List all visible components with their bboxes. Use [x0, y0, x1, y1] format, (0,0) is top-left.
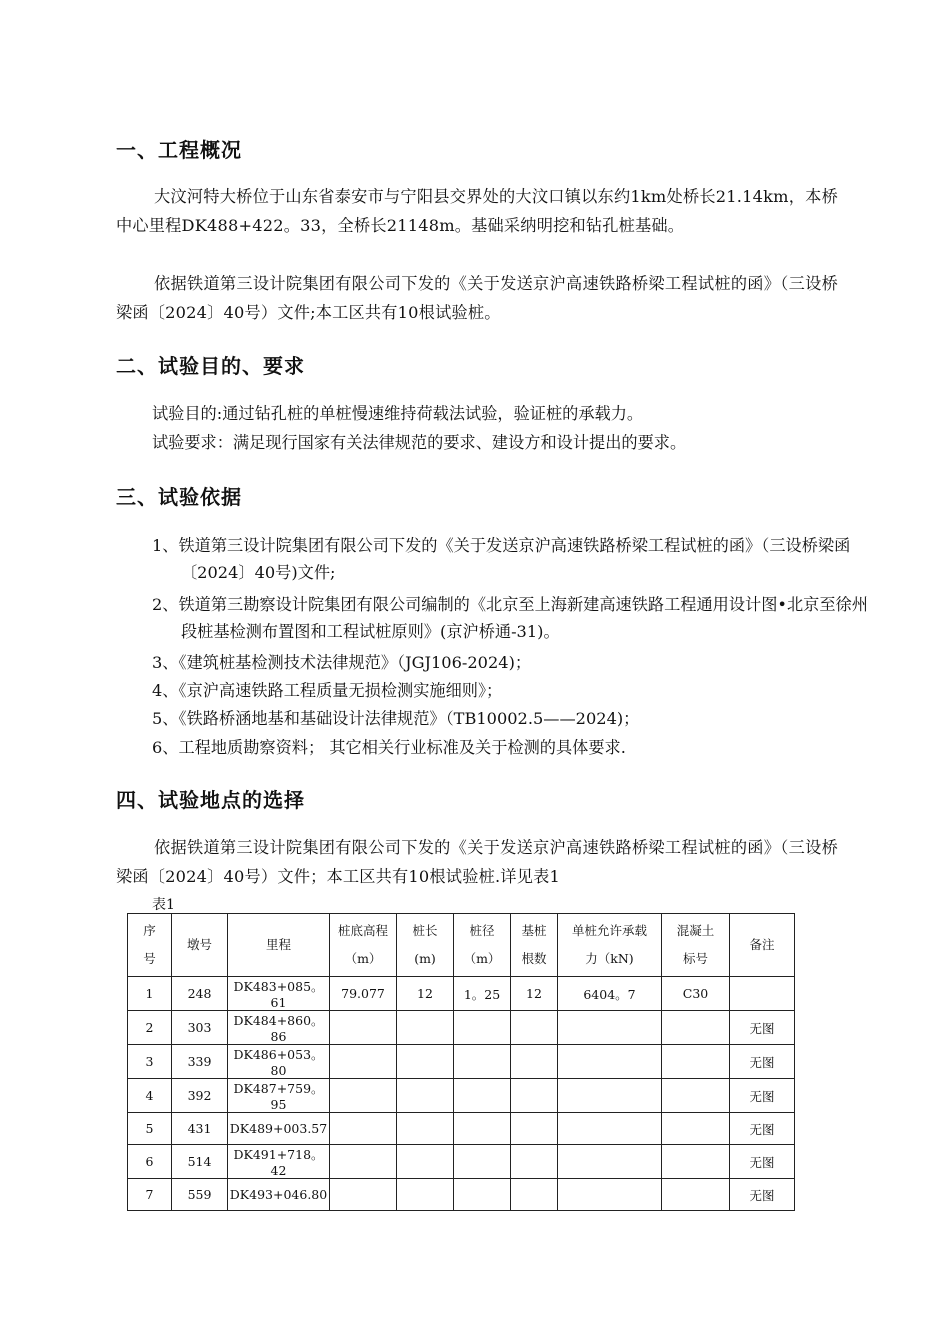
overview-paragraph-1: 大汶河特大桥位于山东省泰安市与宁阳县交界处的大汶口镇以东约1km处桥长21.14km，本桥中心里程DK488+422。33，全桥长21148m。基础采纳明挖和钻孔桩基础。 [116, 187, 838, 235]
table-cell [662, 1113, 730, 1145]
table-cell: DK483+085。61 [228, 977, 330, 1011]
table-row [128, 1179, 795, 1211]
table-cell [558, 1145, 662, 1179]
table-cell: 6404。7 [558, 977, 662, 1011]
table-cell [397, 1145, 454, 1179]
table-cell: 248 [172, 977, 228, 1011]
section-heading-basis: 三、试验依据 [116, 485, 242, 509]
table-cell [730, 977, 795, 1011]
table-cell: 339 [172, 1045, 228, 1079]
header-mileage: 里程 [228, 914, 330, 977]
table-cell [511, 1079, 558, 1113]
table-cell: 559 [172, 1179, 228, 1211]
header-pile-length: 桩长 (m) [397, 914, 454, 977]
table-cell [662, 1079, 730, 1113]
table-cell: 392 [172, 1079, 228, 1113]
table-cell [330, 1045, 397, 1079]
table-cell [330, 1079, 397, 1113]
table-cell: DK489+003.57 [228, 1113, 330, 1145]
table-cell [511, 1145, 558, 1179]
table-cell [330, 1179, 397, 1211]
table-cell [397, 1113, 454, 1145]
section-heading-overview: 一、工程概况 [116, 138, 242, 162]
table-cell: 79.077 [330, 977, 397, 1011]
header-remarks: 备注 [730, 914, 795, 977]
table-cell [558, 1179, 662, 1211]
basis-item-1: 1、铁道第三设计院集团有限公司下发的《关于发送京沪高速铁路桥梁工程试桩的函》（三设桥梁函〔2024〕40号)文件; [152, 536, 851, 582]
table-cell [511, 1045, 558, 1079]
basis-item-6: 6、工程地质勘察资料； 其它相关行业标准及关于检测的具体要求. [152, 738, 626, 757]
table-cell: 514 [172, 1145, 228, 1179]
table-cell [454, 1011, 511, 1045]
table-row [128, 1145, 795, 1179]
table-cell: 5 [128, 1113, 172, 1145]
header-seq: 序 号 [128, 914, 172, 977]
table-cell: 12 [511, 977, 558, 1011]
basis-item-2: 2、铁道第三勘察设计院集团有限公司编制的《北京至上海新建高速铁路工程通用设计图•北京至徐州段桩基检测布置图和工程试桩原则》(京沪桥通-31)。 [152, 595, 868, 641]
table-row [128, 1113, 795, 1145]
table-cell [662, 1179, 730, 1211]
table-cell: 无图 [730, 1045, 795, 1079]
basis-item-4: 4、《京沪高速铁路工程质量无损检测实施细则》； [152, 681, 503, 700]
table-cell: 1。25 [454, 977, 511, 1011]
table-cell: 12 [397, 977, 454, 1011]
purpose-requirement: 试验要求：满足现行国家有关法律规范的要求、建设方和设计提出的要求。 [152, 433, 687, 452]
test-pile-table [127, 913, 795, 1211]
table-cell [454, 1179, 511, 1211]
table-cell [397, 1179, 454, 1211]
table-row [128, 1045, 795, 1079]
table-cell: 2 [128, 1011, 172, 1045]
table-cell: DK486+053。80 [228, 1045, 330, 1079]
table-cell [662, 1145, 730, 1179]
table-cell [330, 1113, 397, 1145]
header-concrete-grade: 混凝土 标号 [662, 914, 730, 977]
table-cell [511, 1113, 558, 1145]
table-cell: 无图 [730, 1079, 795, 1113]
header-allowable-capacity: 单桩允许承载 力（kN) [558, 914, 662, 977]
table-cell [511, 1011, 558, 1045]
basis-item-3: 3、《建筑桩基检测技术法律规范》（JGJ106-2024)； [152, 653, 532, 672]
table-cell: 无图 [730, 1179, 795, 1211]
table-cell: 1 [128, 977, 172, 1011]
table-cell [454, 1045, 511, 1079]
table-cell: 6 [128, 1145, 172, 1179]
table-cell [662, 1045, 730, 1079]
table-cell [454, 1113, 511, 1145]
table-cell: DK491+718。42 [228, 1145, 330, 1179]
table-row [128, 1011, 795, 1045]
table-cell [397, 1079, 454, 1113]
table-cell: C30 [662, 977, 730, 1011]
table-cell: 303 [172, 1011, 228, 1045]
table-cell: DK493+046.80 [228, 1179, 330, 1211]
table-cell [454, 1079, 511, 1113]
basis-item-5: 5、《铁路桥涵地基和基础设计法律规范》（TB10002.5——2024)； [152, 709, 640, 728]
table-row [128, 1079, 795, 1113]
section-heading-purpose: 二、试验目的、要求 [116, 354, 305, 378]
section-heading-location: 四、试验地点的选择 [116, 788, 305, 812]
table-cell: 无图 [730, 1011, 795, 1045]
overview-paragraph-2: 依据铁道第三设计院集团有限公司下发的《关于发送京沪高速铁路桥梁工程试桩的函》（三设桥梁函〔2024〕40号）文件;本工区共有10根试验桩。 [116, 274, 838, 322]
table-cell [558, 1045, 662, 1079]
header-pile-diameter: 桩径 （m） [454, 914, 511, 977]
header-pile-bottom-elevation: 桩底高程 （m） [330, 914, 397, 977]
table-cell [558, 1079, 662, 1113]
table-cell: 4 [128, 1079, 172, 1113]
table-cell: 3 [128, 1045, 172, 1079]
table-cell [330, 1145, 397, 1179]
location-paragraph: 依据铁道第三设计院集团有限公司下发的《关于发送京沪高速铁路桥梁工程试桩的函》（三设桥梁函〔2024〕40号）文件；本工区共有10根试验桩.详见表1 [116, 838, 838, 886]
header-pile-count: 基桩 根数 [511, 914, 558, 977]
table-cell [558, 1113, 662, 1145]
table-caption: 表1 [152, 897, 175, 913]
table-cell [511, 1179, 558, 1211]
table-cell [330, 1011, 397, 1045]
table-cell [397, 1045, 454, 1079]
table-header-row [128, 914, 795, 977]
table-cell [558, 1011, 662, 1045]
table-cell: 431 [172, 1113, 228, 1145]
table-cell [662, 1011, 730, 1045]
purpose-goal: 试验目的:通过钻孔桩的单桩慢速维持荷载法试验，验证桩的承载力。 [152, 404, 644, 423]
table-cell [454, 1145, 511, 1179]
table-cell: DK487+759。95 [228, 1079, 330, 1113]
table-cell [397, 1011, 454, 1045]
table-cell: DK484+860。86 [228, 1011, 330, 1045]
table-row [128, 977, 795, 1011]
header-pier-no: 墩号 [172, 914, 228, 977]
table-cell: 无图 [730, 1145, 795, 1179]
table-cell: 7 [128, 1179, 172, 1211]
table-cell: 无图 [730, 1113, 795, 1145]
